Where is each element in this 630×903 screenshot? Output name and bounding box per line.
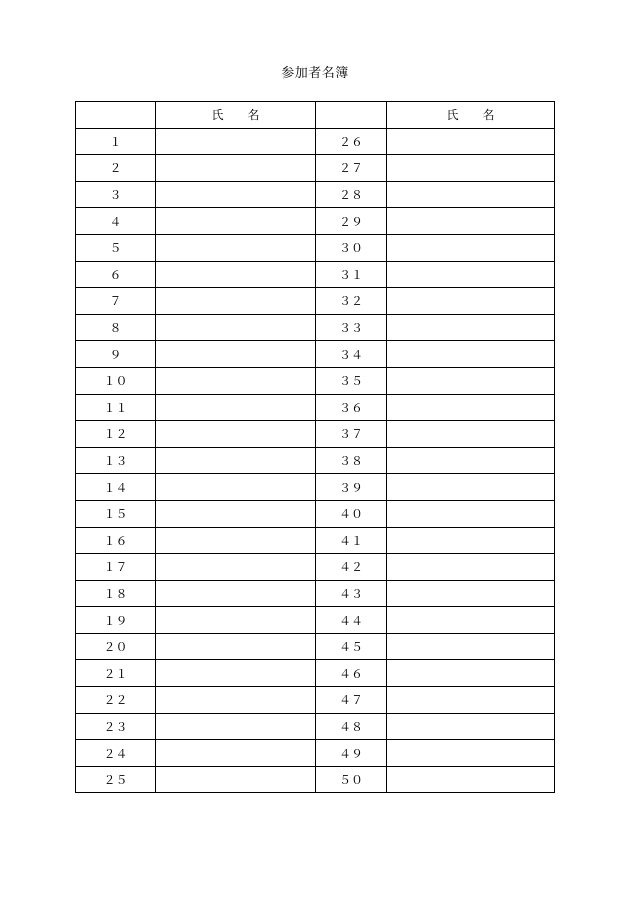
name-cell-left[interactable] <box>156 474 316 501</box>
name-cell-right[interactable] <box>387 367 555 394</box>
name-cell-right[interactable] <box>387 128 555 155</box>
row-number-left: ２５ <box>76 766 156 793</box>
name-cell-left[interactable] <box>156 766 316 793</box>
row-number-left: １５ <box>76 500 156 527</box>
table-row <box>76 234 555 261</box>
table-row <box>76 580 555 607</box>
table-row <box>76 687 555 714</box>
table-row <box>76 421 555 448</box>
row-number-right: ４１ <box>316 527 387 554</box>
row-number-left: ３ <box>76 181 156 208</box>
row-number-left: ２０ <box>76 633 156 660</box>
name-cell-right[interactable] <box>387 447 555 474</box>
row-number-left: １６ <box>76 527 156 554</box>
row-number-left: ５ <box>76 234 156 261</box>
name-cell-left[interactable] <box>156 554 316 581</box>
name-cell-right[interactable] <box>387 421 555 448</box>
table-row <box>76 633 555 660</box>
row-number-left: ４ <box>76 208 156 235</box>
table-row <box>76 288 555 315</box>
row-number-left: １３ <box>76 447 156 474</box>
header-name-right: 氏 名 <box>387 102 555 129</box>
row-number-left: ２４ <box>76 740 156 767</box>
table-row <box>76 155 555 182</box>
table-row <box>76 341 555 368</box>
row-number-right: ３１ <box>316 261 387 288</box>
table-row <box>76 766 555 793</box>
table-row <box>76 261 555 288</box>
table-row <box>76 314 555 341</box>
row-number-right: ３０ <box>316 234 387 261</box>
row-number-left: １ <box>76 128 156 155</box>
row-number-right: ４６ <box>316 660 387 687</box>
row-number-left: ７ <box>76 288 156 315</box>
table-row <box>76 660 555 687</box>
roster-body <box>76 102 555 793</box>
row-number-right: ３８ <box>316 447 387 474</box>
row-number-right: ３７ <box>316 421 387 448</box>
row-number-right: ４０ <box>316 500 387 527</box>
name-cell-left[interactable] <box>156 155 316 182</box>
row-number-right: ２７ <box>316 155 387 182</box>
row-number-right: ４３ <box>316 580 387 607</box>
name-cell-right[interactable] <box>387 314 555 341</box>
header-number-left <box>76 102 156 129</box>
row-number-right: ２９ <box>316 208 387 235</box>
name-cell-right[interactable] <box>387 633 555 660</box>
name-cell-left[interactable] <box>156 341 316 368</box>
name-cell-left[interactable] <box>156 687 316 714</box>
name-cell-left[interactable] <box>156 633 316 660</box>
row-number-left: ２ <box>76 155 156 182</box>
row-number-right: ５０ <box>316 766 387 793</box>
name-cell-left[interactable] <box>156 580 316 607</box>
row-number-left: １９ <box>76 607 156 634</box>
table-row <box>76 208 555 235</box>
row-number-right: ４９ <box>316 740 387 767</box>
row-number-left: １０ <box>76 367 156 394</box>
name-cell-left[interactable] <box>156 181 316 208</box>
name-cell-left[interactable] <box>156 128 316 155</box>
row-number-left: １２ <box>76 421 156 448</box>
table-row <box>76 740 555 767</box>
name-cell-left[interactable] <box>156 447 316 474</box>
row-number-left: ９ <box>76 341 156 368</box>
header-number-right <box>316 102 387 129</box>
table-row <box>76 447 555 474</box>
name-cell-left[interactable] <box>156 500 316 527</box>
table-row <box>76 713 555 740</box>
name-cell-left[interactable] <box>156 421 316 448</box>
name-cell-right[interactable] <box>387 554 555 581</box>
name-cell-right[interactable] <box>387 660 555 687</box>
name-cell-right[interactable] <box>387 234 555 261</box>
name-cell-left[interactable] <box>156 607 316 634</box>
name-cell-left[interactable] <box>156 713 316 740</box>
row-number-right: ４５ <box>316 633 387 660</box>
name-cell-right[interactable] <box>387 394 555 421</box>
name-cell-right[interactable] <box>387 181 555 208</box>
name-cell-left[interactable] <box>156 394 316 421</box>
name-cell-left[interactable] <box>156 527 316 554</box>
table-row <box>76 607 555 634</box>
table-row <box>76 554 555 581</box>
table-row <box>76 181 555 208</box>
table-row <box>76 394 555 421</box>
row-number-right: ４８ <box>316 713 387 740</box>
name-cell-left[interactable] <box>156 367 316 394</box>
name-cell-right[interactable] <box>387 208 555 235</box>
table-row <box>76 474 555 501</box>
name-cell-right[interactable] <box>387 474 555 501</box>
name-cell-right[interactable] <box>387 500 555 527</box>
row-number-right: ３４ <box>316 341 387 368</box>
participant-roster-table <box>75 101 555 793</box>
row-number-left: １１ <box>76 394 156 421</box>
name-cell-right[interactable] <box>387 580 555 607</box>
row-number-right: ３５ <box>316 367 387 394</box>
name-cell-right[interactable] <box>387 687 555 714</box>
table-row <box>76 367 555 394</box>
name-cell-right[interactable] <box>387 155 555 182</box>
name-cell-right[interactable] <box>387 713 555 740</box>
row-number-right: ２８ <box>316 181 387 208</box>
row-number-left: ２２ <box>76 687 156 714</box>
table-row <box>76 128 555 155</box>
name-cell-right[interactable] <box>387 766 555 793</box>
name-cell-left[interactable] <box>156 740 316 767</box>
name-cell-right[interactable] <box>387 527 555 554</box>
name-cell-right[interactable] <box>387 341 555 368</box>
row-number-left: ２１ <box>76 660 156 687</box>
row-number-left: ６ <box>76 261 156 288</box>
row-number-right: ３６ <box>316 394 387 421</box>
name-cell-right[interactable] <box>387 740 555 767</box>
row-number-left: ８ <box>76 314 156 341</box>
header-name-left: 氏 名 <box>156 102 316 129</box>
name-cell-left[interactable] <box>156 208 316 235</box>
row-number-right: ４７ <box>316 687 387 714</box>
row-number-left: １７ <box>76 554 156 581</box>
table-row <box>76 500 555 527</box>
name-cell-left[interactable] <box>156 660 316 687</box>
row-number-right: ４２ <box>316 554 387 581</box>
name-cell-right[interactable] <box>387 288 555 315</box>
name-cell-left[interactable] <box>156 234 316 261</box>
header-row <box>76 102 555 129</box>
row-number-right: ４４ <box>316 607 387 634</box>
page-title: 参加者名簿 <box>281 66 349 81</box>
name-cell-left[interactable] <box>156 288 316 315</box>
row-number-right: ３３ <box>316 314 387 341</box>
row-number-right: ３２ <box>316 288 387 315</box>
row-number-left: １４ <box>76 474 156 501</box>
name-cell-left[interactable] <box>156 261 316 288</box>
name-cell-left[interactable] <box>156 314 316 341</box>
name-cell-right[interactable] <box>387 607 555 634</box>
table-row <box>76 527 555 554</box>
row-number-left: ２３ <box>76 713 156 740</box>
name-cell-right[interactable] <box>387 261 555 288</box>
row-number-right: ２６ <box>316 128 387 155</box>
row-number-right: ３９ <box>316 474 387 501</box>
row-number-left: １８ <box>76 580 156 607</box>
